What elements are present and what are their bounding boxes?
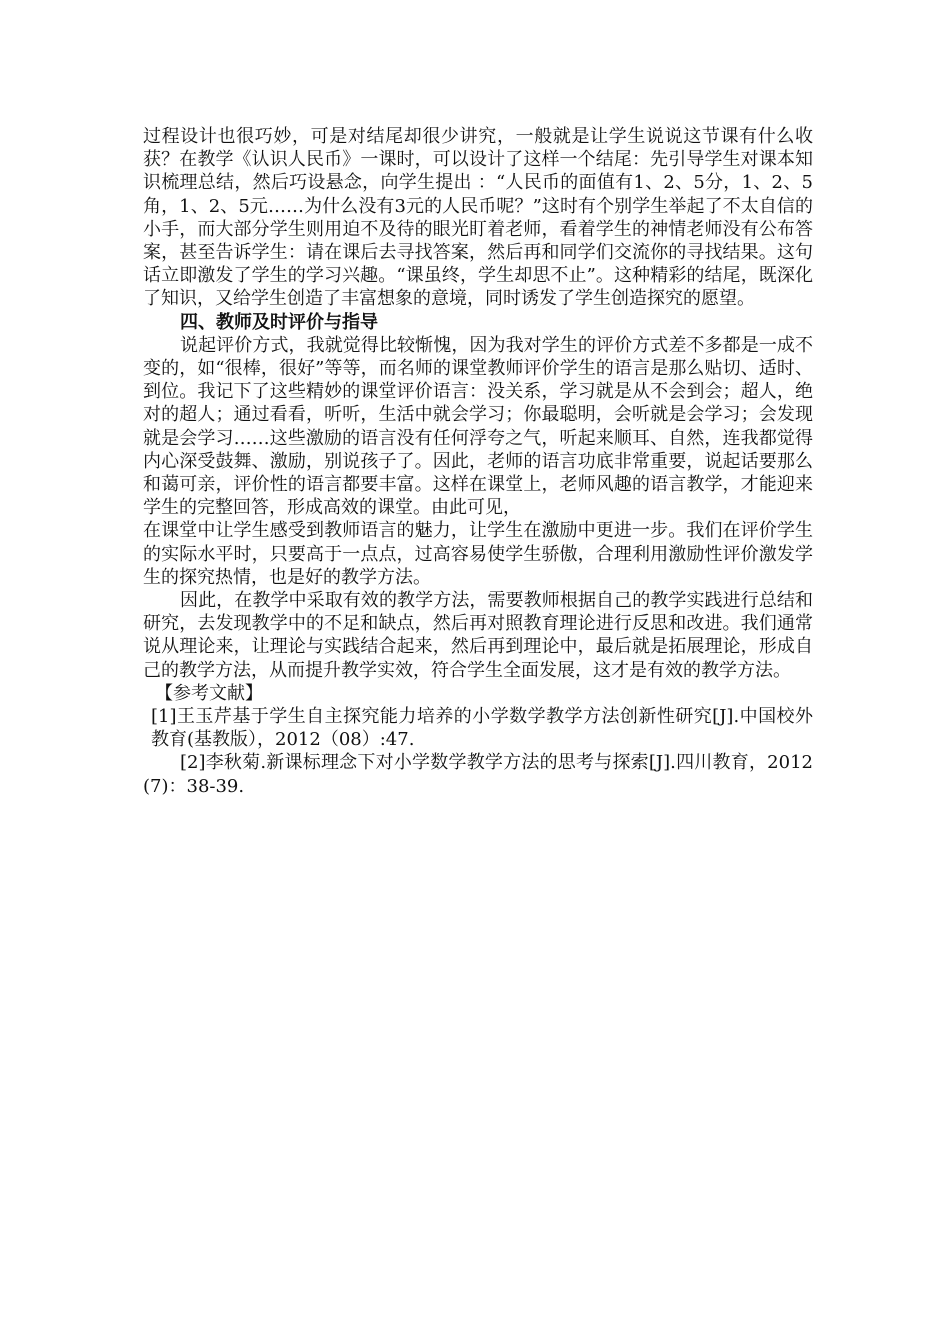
document-body [143, 125, 813, 798]
references-title: 【参考文献】 [155, 682, 263, 704]
reference-item: [1]王玉芹基于学生自主探究能力培养的小学数学教学方法创新性研究[J].中国校外教育(基教版），2012（08）:47. [151, 706, 813, 751]
paragraph-evaluation: 说起评价方式，我就觉得比较惭愧，因为我对学生的评价方式差不多都是一成不变的，如“很棒，很好”等等，而名师的课堂教师评价学生的语言是那么贴切、适时、到位。我记下了这些精妙的课堂评价语言：没关系，学习就是从不会到会；超人，绝对的超人；通过看看，听听，生活中就会学习；你最聪明，会听就是会学习；会发现就是会学习……这些激励的语言没有任何浮夸之气，听起来顺耳、自然，连我都觉得内心深受鼓舞、激励，别说孩子了。因此，老师的语言功底非常重要，说起话要那么和蔼可亲，评价性的语言都要丰富。这样在课堂上，老师风趣的语言教学，才能迎来学生的完整回答，形成高效的课堂。由此可见， [143, 334, 813, 519]
paragraph-teacher-language: 在课堂中让学生感受到教师语言的魅力，让学生在激励中更进一步。我们在评价学生的实际水平时，只要高于一点点，过高容易使学生骄傲，合理利用激励性评价激发学生的探究热情，也是好的教学方法。 [143, 520, 813, 588]
section-heading-four: 四、教师及时评价与指导 [180, 311, 378, 333]
paragraph-conclusion: 因此，在教学中采取有效的教学方法，需要教师根据自己的教学实践进行总结和研究，去发现教学中的不足和缺点，然后再对照教育理论进行反思和改进。我们通常说从理论来，让理论与实践结合起来，然后再到理论中，最后就是拓展理论，形成自己的教学方法，从而提升教学实效，符合学生全面发展，这才是有效的教学方法。 [143, 590, 813, 681]
reference-item: [2]李秋菊.新课标理念下对小学数学教学方法的思考与探索[J].四川教育，2012(7)：38-39. [143, 752, 813, 797]
paragraph-lesson-ending: 过程设计也很巧妙，可是对结尾却很少讲究，一般就是让学生说说这节课有什么收获？在教学《认识人民币》一课时，可以设计了这样一个结尾：先引导学生对课本知识梳理总结，然后巧设悬念，向学生提出 ：“人民币的面值有1、2、5分，1、2、5角，1、2、5元……为什么没有3元的人民币呢？”这时有个别学生举起了不太自信的小手，而大部分学生则用迫不及待的眼光盯着老师，看着学生的神情老师没有公布答案，甚至告诉学生：请在课后去寻找答案，然后再和同学们交流你的寻找结果。这句话立即激发了学生的学习兴趣。“课虽终，学生却思不止”。这种精彩的结尾，既深化了知识，又给学生创造了丰富想象的意境，同时诱发了学生创造探究的愿望。 [143, 126, 813, 310]
